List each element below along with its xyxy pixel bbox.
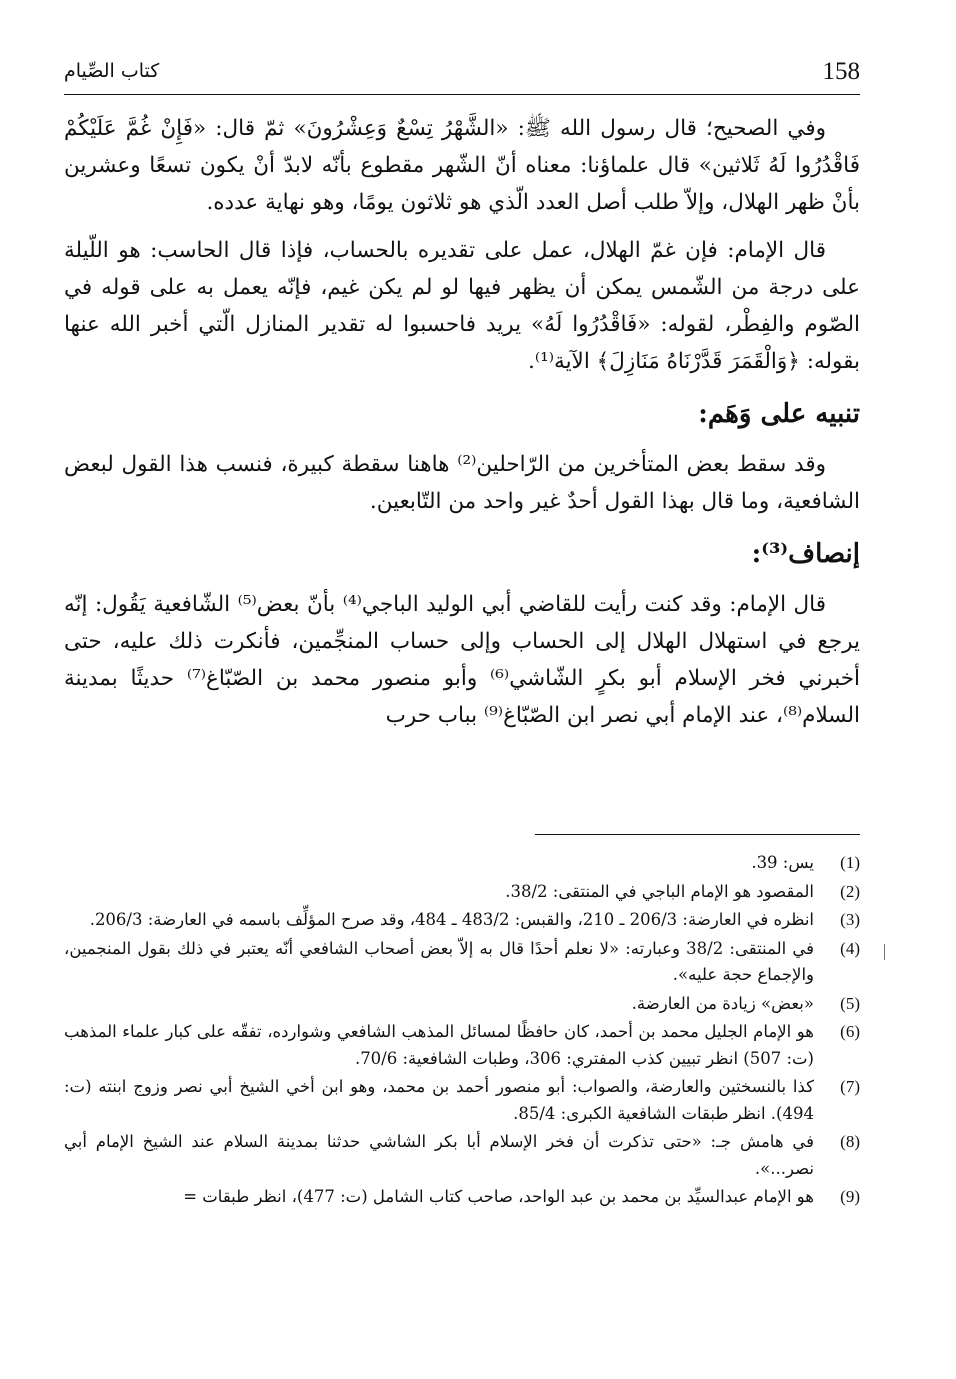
footnote-9 [64, 1184, 860, 1211]
footnote-5 [64, 991, 860, 1018]
footnote-number: (5) [840, 993, 860, 1013]
footnote-text: انظره في العارضة: 206/3 ـ 210، والقبس: 483/2 ـ 484، وقد صرح المؤلِّف باسمه في العارضة: 206/3. [89, 910, 814, 929]
footnote-8 [64, 1129, 860, 1182]
footnote-text: يس: 39. [751, 853, 814, 872]
footnote-number: (8) [840, 1132, 860, 1151]
footnote-text: في المنتقى: 38/2 وعبارته: «لا نعلم أحدًا قال به إلاّ بعض أصحاب الشافعي أنّه يعتبر في ذلك بقول المنجمين، والإجماع حجة عليه». [64, 938, 814, 984]
heading-tanbih: تنبيه على وَهَم: [698, 399, 860, 429]
footnote-number: (1) [840, 853, 860, 872]
page-number: 158 [822, 58, 860, 85]
footnote-text: «بعض» زيادة من العارضة. [631, 993, 814, 1013]
footnote-rule [535, 834, 860, 835]
footnote-text: هو الإمام الجليل محمد بن أحمد، كان حافظًا لمسائل المذهب الشافعي وشوارده، تفقّه على كبار علماء المذهب (ت: 507) انظر تبيين كذب المفتري: 306، وطبات الشافعية: 70/6. [64, 1022, 814, 1068]
header-rule [64, 94, 860, 95]
running-title: كتاب الصِّيام [64, 60, 160, 82]
footnote-1 [64, 850, 860, 877]
footnote-text: هو الإمام عبدالسيِّد بن محمد بن عبد الواحد، صاحب كتاب الشامل (ت: 477)، انظر طبقات = [183, 1187, 814, 1206]
paragraph-1: وفي الصحيح؛ قال رسول الله ﷺ: «الشَّهْرُ تِسْعٌ وَعِشْرُونَ» ثمّ قال: «فَإِنْ غُمَّ عَلَيْكُمْ فَاقْدُرُوا لَهُ ثَلاثين» قال علماؤنا: معناه أنّ الشّهر مقطوع بأنّه لابدّ أنْ يكون تسعًا وعشرين بأنْ ظهر الهلال، وإلاّ طلب أصل العدد الّذي هو ثلاثون يومًا، وهو نهاية عدده. [64, 116, 860, 215]
footnote-number: (2) [840, 881, 860, 901]
footnote-3 [64, 907, 860, 934]
paragraph-2: قال الإمام: فإن غمّ الهلال، عمل على تقديره بالحساب، فإذا قال الحاسب: هو اللّيلة على درجة من الشّمس يمكن أن يظهر فيها لو لم يكن غيم، فإنّه يعمل به على قوله في الصّوم والفِطْر، لقوله: «فَاقْدُرُوا لَهُ» يريد فاحسبوا له تقدير المنازل الّتي أخبر الله عنها بقوله: ﴿وَالْقَمَرَ قَدَّرْنَاهُ مَنَازِلَ﴾ الآية⁽¹⁾. [64, 238, 860, 374]
paragraph-3: وقد سقط بعض المتأخرين من الرّاحلين⁽²⁾ هاهنا سقطة كبيرة، فنسب هذا القول لبعض الشافعية، وما قال بهذا القول أحدٌ غير واحد من التّابعين. [64, 452, 860, 514]
footnote-number: (3) [840, 910, 860, 929]
paragraph-4: قال الإمام: وقد كنت رأيت للقاضي أبي الوليد الباجي⁽⁴⁾ بأنّ بعض⁽⁵⁾ الشّافعية يَقُول: إنّه يرجع في استهلال الهلال إلى الحساب وإلى حساب المنجِّمين، فأنكرت ذلك عليه، حتى أخبرني فخر الإسلام أبو بكرٍ الشّاشي⁽⁶⁾ وأبو منصور محمد بن الصّبّاغ⁽⁷⁾ حديثًا بمدينة السلام⁽⁸⁾، عند الإمام أبي نصر ابن الصّبّاغ⁽⁹⁾ بباب حرب [64, 592, 860, 728]
footnote-number: (6) [840, 1022, 860, 1041]
footnote-number: (7) [840, 1077, 860, 1096]
page-header [64, 50, 860, 92]
footnote-text: كذا بالنسختين والعارضة، والصواب: أبو منصور أحمد بن محمد، وهو ابن أخي الشيخ أبي نصر وزوج ابنته (ت: 494). انظر طبقات الشافعية الكبرى: 85/4. [64, 1077, 814, 1123]
book-page [64, 50, 860, 1350]
footnote-4 [64, 936, 860, 989]
main-text [64, 110, 860, 734]
footnotes [64, 850, 860, 1213]
footnote-2 [64, 879, 860, 906]
scan-margin-mark [884, 944, 885, 960]
footnote-number: (4) [840, 938, 860, 958]
footnote-7 [64, 1074, 860, 1127]
footnote-text: في هامش جـ: «حتى تذكرت أن فخر الإسلام أبا بكر الشاشي حدثنا بمدينة السلام عند الشيخ الإمام أبي نصر...». [64, 1132, 814, 1178]
footnote-number: (9) [840, 1187, 860, 1206]
footnote-text: المقصود هو الإمام الباجي في المنتقى: 38/2. [505, 881, 814, 901]
footnote-6 [64, 1019, 860, 1072]
heading-insaf: إنصاف⁽³⁾: [751, 539, 860, 569]
